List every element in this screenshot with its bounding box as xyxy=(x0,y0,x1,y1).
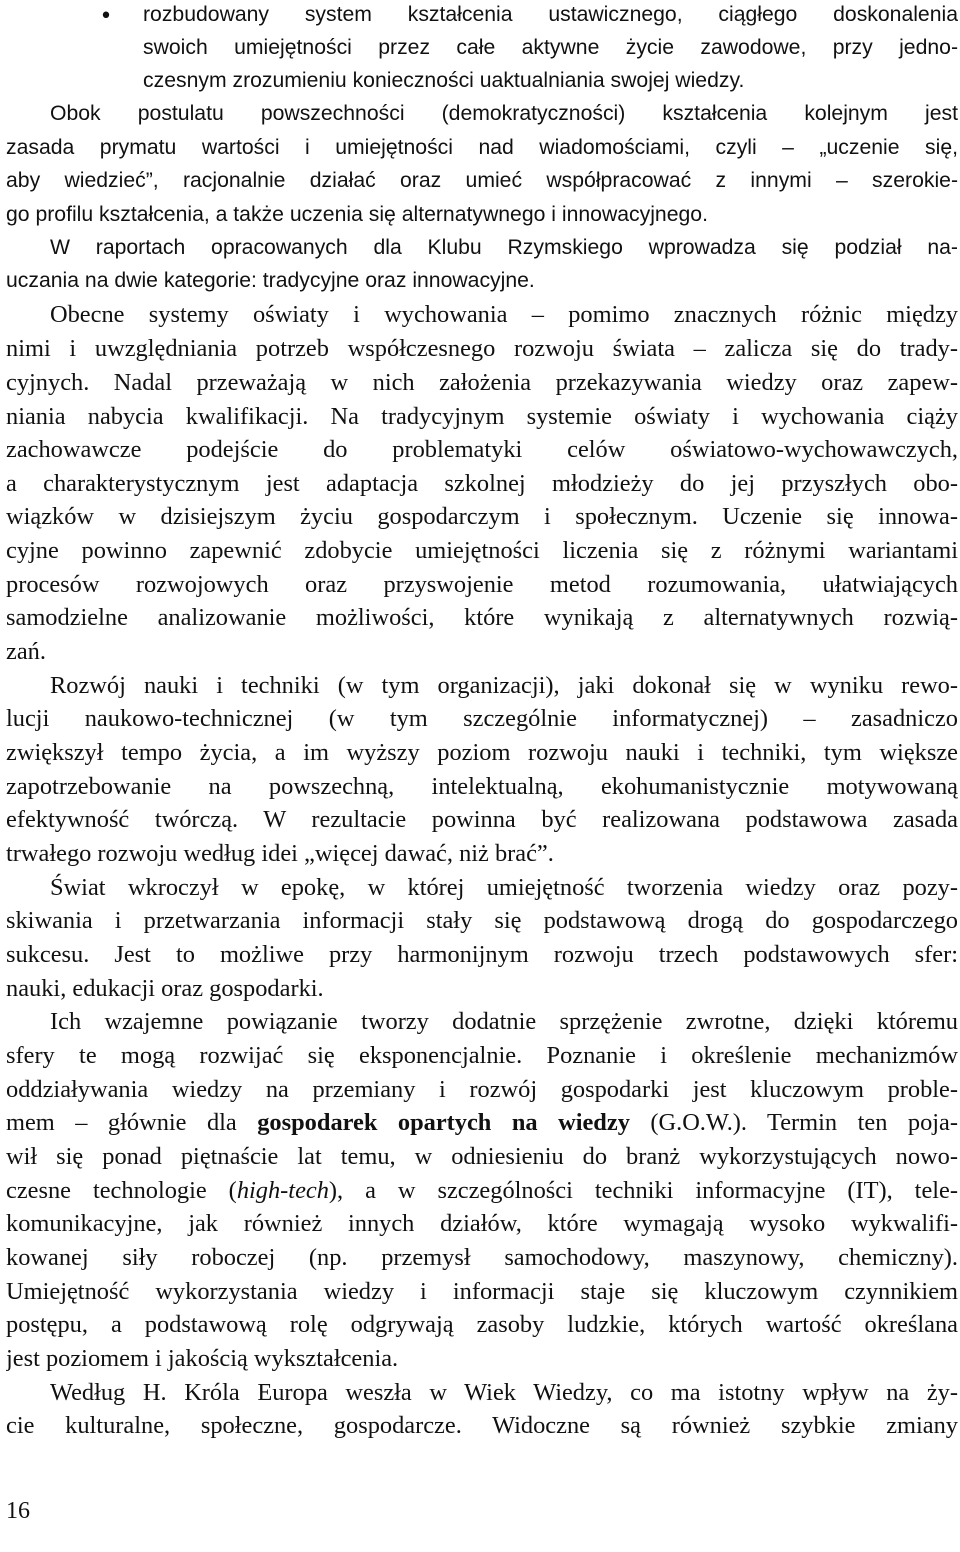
bold-term: gospodarek opartych na wiedzy xyxy=(257,1109,630,1136)
text-line: cyjnych. Nadal przeważają w nich założenia przekazywania wiedzy oraz zapew- xyxy=(6,369,958,396)
text-line: zań. xyxy=(6,638,46,665)
text-line: komunikacyjne, jak również innych działów, które wymagają wysoko wykwalifi- xyxy=(6,1210,958,1237)
text-line: jest poziomem i jakością wykształcenia. xyxy=(6,1345,399,1372)
text-line: Według H. Króla Europa weszła w Wiek Wiedzy, co ma istotny wpływ na ży- xyxy=(50,1379,958,1406)
text-line: zwiększył tempo życia, a im wyższy poziom rozwoju nauki i techniki, tym większe xyxy=(6,739,958,766)
text-line: cie kulturalne, społeczne, gospodarcze. Widoczne są również szybkie zmiany xyxy=(6,1412,958,1439)
text-line: zachowawcze podejście do problematyki celów oświatowo-wychowawczych, xyxy=(6,436,958,463)
text-line: rozbudowany system kształcenia ustawicznego, ciągłego doskonalenia xyxy=(143,3,958,26)
text-line: kowanej siły roboczej (np. przemysł samochodowy, maszynowy, chemiczny). xyxy=(6,1244,958,1271)
text-line: trwałego rozwoju według idei „więcej dawać, niż brać”. xyxy=(6,840,554,867)
text-line: go profilu kształcenia, a także uczenia się alternatywnego i innowacyjnego. xyxy=(6,203,708,226)
text-line: czesnym zrozumieniu konieczności uaktualniania swojej wiedzy. xyxy=(143,69,745,92)
italic-term: high-tech xyxy=(236,1177,329,1204)
text-line: efektywność twórczą. W rezultacie powinna być realizowana podstawowa zasada xyxy=(6,806,958,833)
text-line: Obok postulatu powszechności (demokratyczności) kształcenia kolejnym jest xyxy=(50,102,958,125)
text-line: nimi i uwzględniania potrzeb współczesnego rozwoju świata – zalicza się do trady- xyxy=(6,335,958,362)
text-line: Umiejętność wykorzystania wiedzy i informacji staje się kluczowym czynnikiem xyxy=(6,1278,958,1305)
text-line: swoich umiejętności przez całe aktywne życie zawodowe, przy jedno- xyxy=(143,36,958,59)
text-line: niania nabycia kwalifikacji. Na tradycyjnym systemie oświaty i wychowania ciąży xyxy=(6,403,958,430)
text-line: postępu, a podstawową rolę odgrywają zasoby ludzkie, których wartość określana xyxy=(6,1311,958,1338)
text-line: lucji naukowo-technicznej (w tym szczególnie informatycznej) – zasadniczo xyxy=(6,705,958,732)
text-line: Świat wkroczył w epokę, w której umiejętność tworzenia wiedzy oraz pozy- xyxy=(50,874,958,901)
text-line: Obecne systemy oświaty i wychowania – pomimo znacznych różnic między xyxy=(50,301,958,328)
text-line: sukcesu. Jest to możliwe przy harmonijnym rozwoju trzech podstawowych sfer: xyxy=(6,941,958,968)
text-line: uczania na dwie kategorie: tradycyjne oraz innowacyjne. xyxy=(6,269,535,292)
text-line: oddziaływania wiedzy na przemiany i rozwój gospodarki jest kluczowym proble- xyxy=(6,1076,958,1103)
text-line: sfery te mogą rozwijać się eksponencjalnie. Poznanie i określenie mechanizmów xyxy=(6,1042,958,1069)
bullet-symbol: • xyxy=(99,4,113,29)
text-line: skiwania i przetwarzania informacji stały się podstawową drogą do gospodarczego xyxy=(6,907,958,934)
text-line: aby wiedzieć”, racjonalnie działać oraz umieć współpracować z innymi – szerokie- xyxy=(6,169,958,192)
text-line xyxy=(6,1106,958,1140)
text-line: cyjne powinno zapewnić zdobycie umiejętności liczenia się z różnymi wariantami xyxy=(6,537,958,564)
text-line: wił się ponad piętnaście lat temu, w odniesieniu do branż wykorzystujących nowo- xyxy=(6,1143,958,1170)
text-line: czesne technologie (high-tech), a w szczególności techniki informacyjne (IT), tele- xyxy=(6,1177,958,1204)
text-line: a charakterystycznym jest adaptacja szkolnej młodzieży do jej przyszłych obo- xyxy=(6,470,958,497)
text-line: zasada prymatu wartości i umiejętności nad wiadomościami, czyli – „uczenie się, xyxy=(6,136,958,159)
text-run: mem – głównie dla xyxy=(6,1109,258,1136)
text-line: wiązków w dzisiejszym życiu gospodarczym i społecznym. Uczenie się innowa- xyxy=(6,503,958,530)
text-line: samodzielne analizowanie możliwości, które wynikają z alternatywnych rozwią- xyxy=(6,604,958,631)
text-line: zapotrzebowanie na powszechną, intelektualną, ekohumanistycznie motywowaną xyxy=(6,773,958,800)
text-line: Rozwój nauki i techniki (w tym organizacji), jaki dokonał się w wyniku rewo- xyxy=(50,672,958,699)
text-run: (G.O.W.). Termin ten poja- xyxy=(629,1109,958,1136)
page-number: 16 xyxy=(6,1498,30,1524)
text-line: nauki, edukacji oraz gospodarki. xyxy=(6,975,324,1002)
text-line: Ich wzajemne powiązanie tworzy dodatnie sprzężenie zwrotne, dzięki któremu xyxy=(50,1008,958,1035)
text-line: W raportach opracowanych dla Klubu Rzymskiego wprowadza się podział na- xyxy=(50,236,958,259)
text-line: procesów rozwojowych oraz przyswojenie metod rozumowania, ułatwiających xyxy=(6,571,958,598)
